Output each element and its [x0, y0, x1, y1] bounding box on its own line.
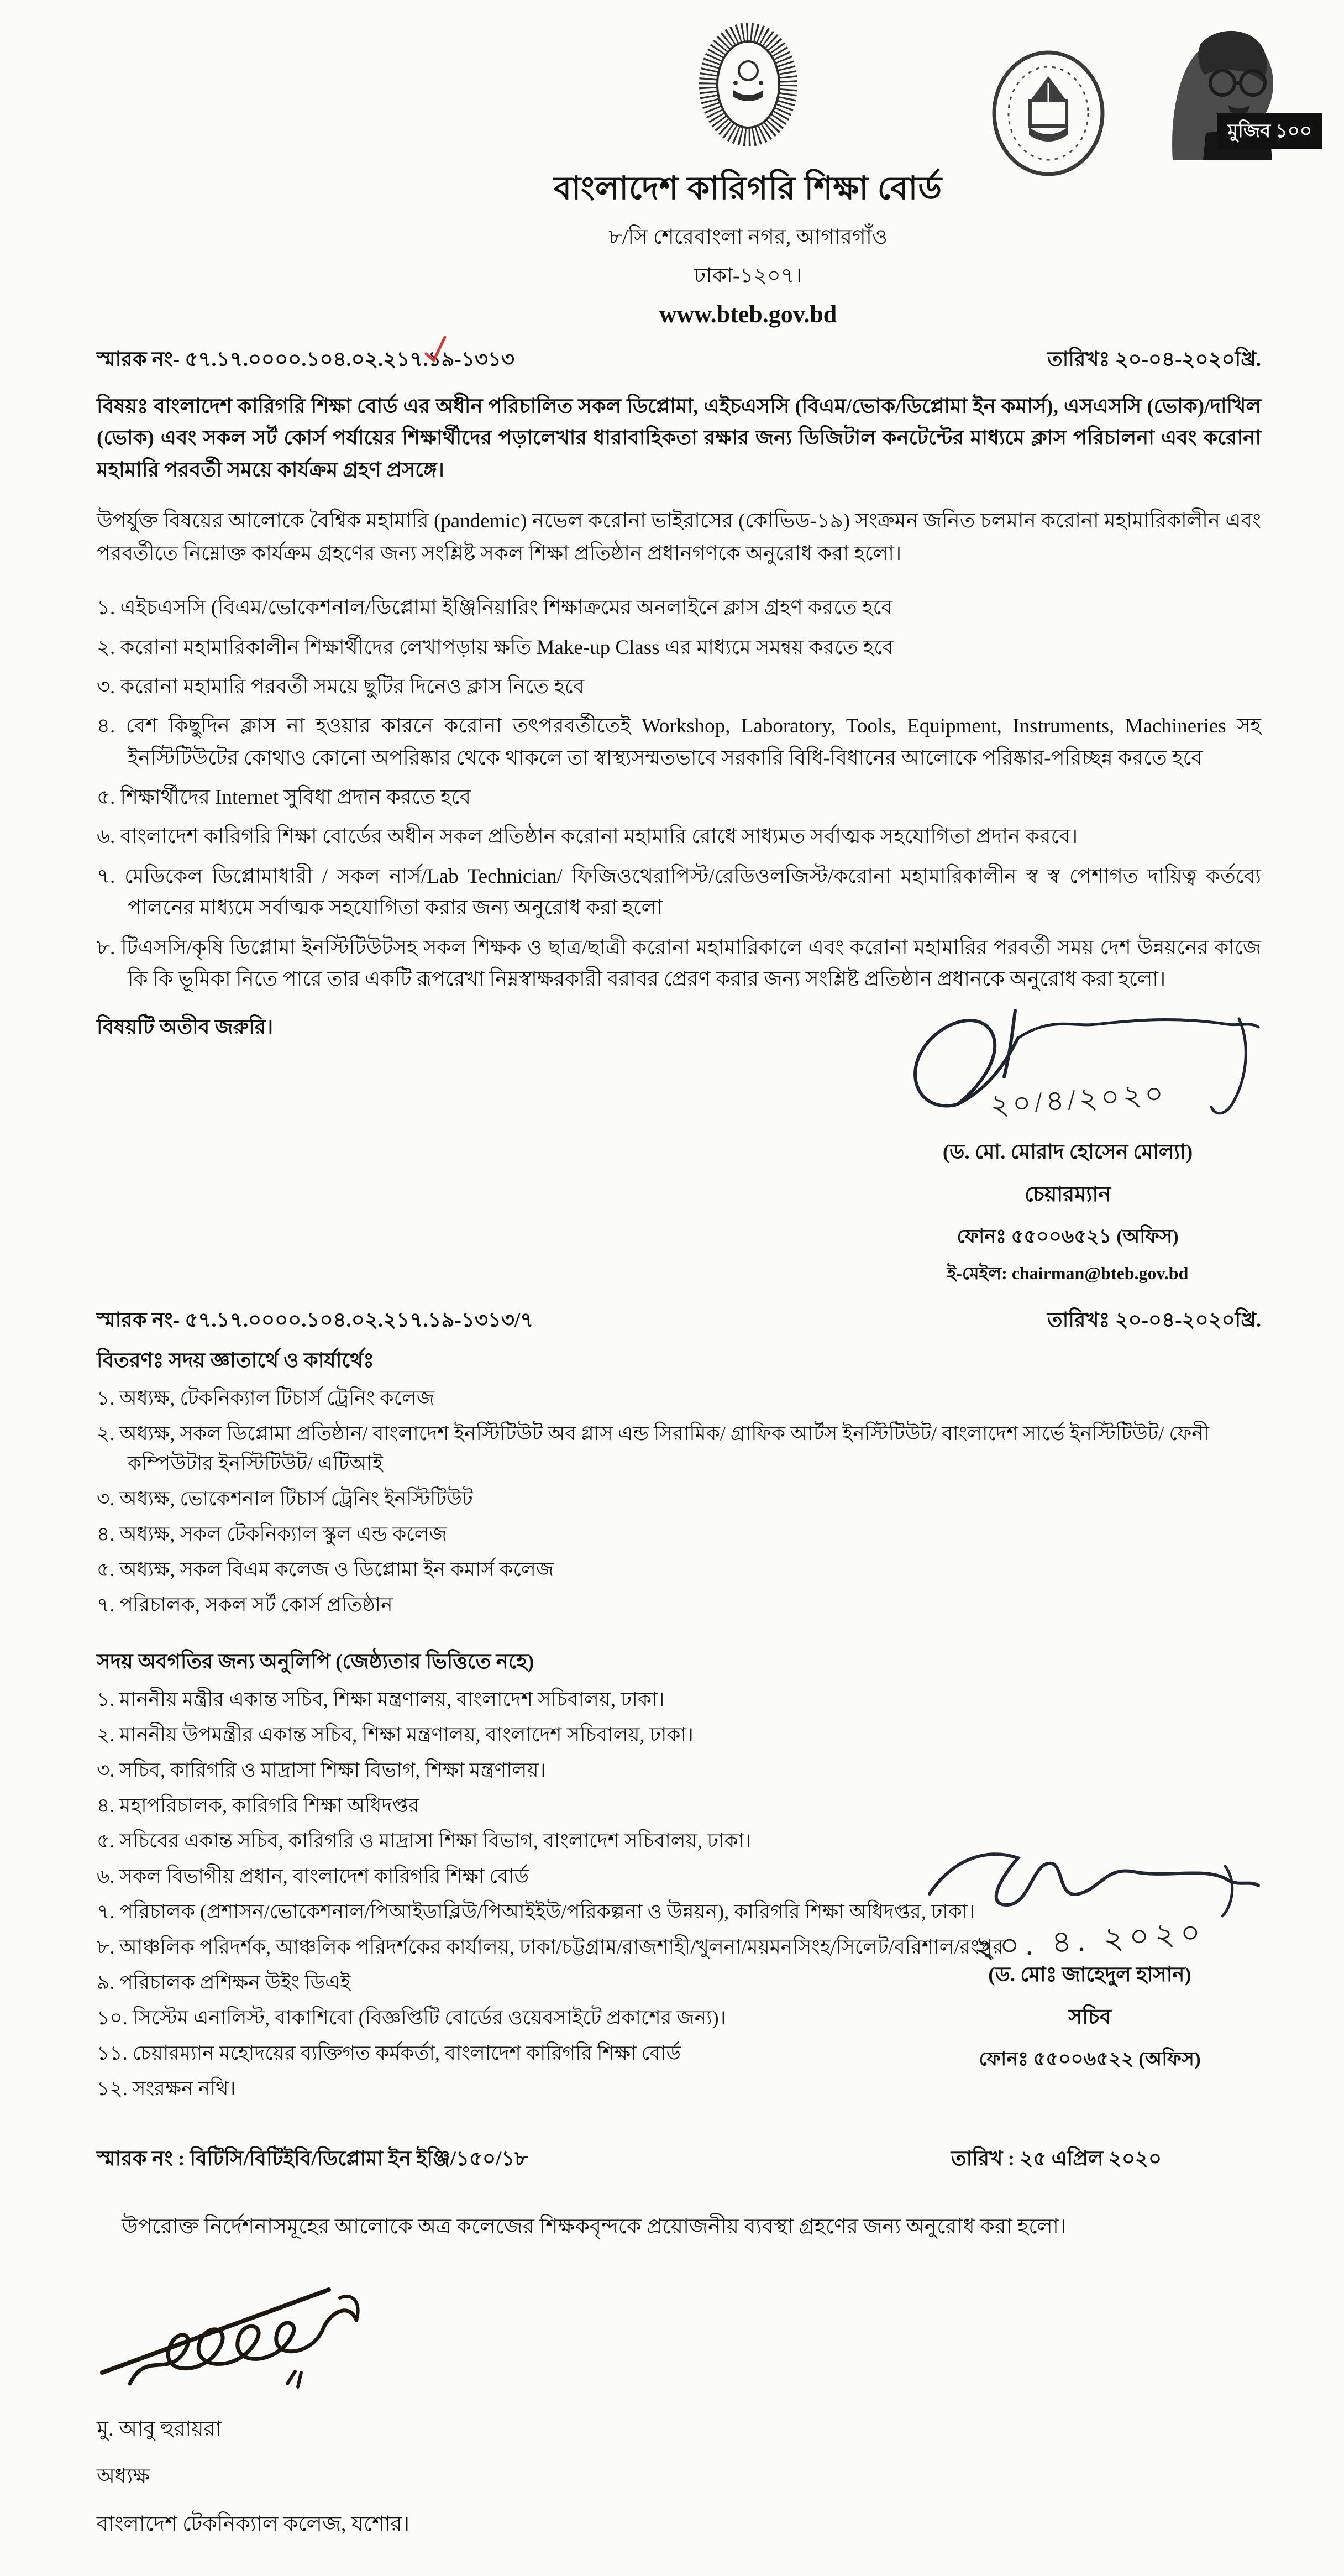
memo3-ref: স্মারক নং : বিটিসি/বিটিইবি/ডিপ্লোমা ইন ইঞ্জি/১৫০/১৮	[97, 2148, 528, 2171]
list-item: ৩. সচিব, কারিগরি ও মাদ্রাসা শিক্ষা বিভাগ, শিক্ষা মন্ত্রণালয়।	[97, 1759, 546, 1782]
cc-section	[97, 1645, 1261, 2103]
list-item: ১২. সংরক্ষন নথি।	[97, 2077, 236, 2100]
list-item: ৭. মেডিকেল ডিপ্লোমাধারী / সকল নার্স/Lab Technician/ ফিজিওথেরাপিস্ট/রেডিওলজিস্ট/করোনা মহামারিকালীন স্ব স্ব পেশাগত দায়িত্ব কর্তব্যে পালনের মাধ্যমে সর্বাত্মক সহযোগিতা করার জন্য অনুরোধ করা হলো	[97, 865, 1261, 920]
list-item: ৭. পরিচালক, সকল সর্ট কোর্স প্রতিষ্ঠান	[97, 1594, 393, 1616]
list-item: ৯. পরিচালক প্রশিক্ষন উইং ডিএই	[97, 1971, 351, 1994]
memo2-row	[97, 1303, 1261, 1338]
principal-signature-block	[97, 2268, 1261, 2543]
distribution-list	[97, 1383, 1261, 1620]
secretary-signature-icon	[918, 1828, 1261, 1966]
memo3-date: তারিখ : ২৫ এপ্রিল ২০২০	[951, 2148, 1162, 2171]
chairman-handwritten-date: ২০/৪/২০২০	[989, 1078, 1168, 1122]
list-item: ৫. অধ্যক্ষ, সকল বিএম কলেজ ও ডিপ্লোমা ইন কমার্স কলেজ	[97, 1558, 554, 1581]
principal-signature-icon	[97, 2268, 1261, 2400]
list-item: ৮. আঞ্চলিক পরিদর্শক, আঞ্চলিক পরিদর্শকের কার্যালয়, ঢাকা/চট্টগ্রাম/রাজশাহী/খুলনা/ময়মনসিংহ/সিলেট/বরিশাল/রংপুর	[97, 1936, 1004, 1959]
distribution-heading: বিতরণঃ সদয় জ্ঞাতার্থে ও কার্যার্থেঃ	[97, 1349, 374, 1373]
list-item: ৬. বাংলাদেশ কারিগরি শিক্ষা বোর্ডের অধীন সকল প্রতিষ্ঠান করোনা মহামারি রোধে সাধ্যমত সর্বাত্মক সহযোগিতা প্রদান করবে।	[97, 825, 1078, 849]
red-pen-mark	[423, 335, 448, 364]
list-item: ১. এইচএসসি (বিএম/ভোকেশনাল/ডিপ্লোমা ইঞ্জিনিয়ারিং শিক্ষাক্রমের অনলাইনে ক্লাস গ্রহণ করতে হবে	[97, 596, 893, 620]
memo2-ref: স্মারক নং- ৫৭.১৭.০০০০.১০৪.০২.২১৭.১৯-১৩১৩/৭	[97, 1309, 534, 1332]
chairman-designation: চেয়ারম্যান	[1024, 1183, 1111, 1207]
org-website: www.bteb.gov.bd	[659, 301, 837, 328]
chairman-phone: ফোনঃ ৫৫০০৬৫২১ (অফিস)	[957, 1226, 1179, 1248]
directive-list	[97, 592, 1261, 995]
list-item: ৮. টিএসসি/কৃষি ডিপ্লোমা ইনস্টিটিউটসহ সকল শিক্ষক ও ছাত্র/ছাত্রী করোনা মহামারিকালে এবং করোনা মহামারির পরবর্তী সময় দেশ উন্নয়নের কাজে কি কি ভূমিকা নিতে পারে তার একটি রূপরেখা নিম্নস্বাক্ষরকারী বরাবর প্রেরণ করার জন্য সংশ্লিষ্ট প্রতিষ্ঠান প্রধানকে অনুরোধ করা হলো।	[97, 936, 1261, 991]
chairman-email: ই-মেইল: chairman@bteb.gov.bd	[947, 1263, 1189, 1284]
list-item: ৫. শিক্ষার্থীদের Internet সুবিধা প্রদান করতে হবে	[97, 786, 471, 809]
memo2-date: তারিখঃ ২০-০৪-২০২০খ্রি.	[1047, 1309, 1261, 1332]
list-item: ২. অধ্যক্ষ, সকল ডিপ্লোমা প্রতিষ্ঠান/ বাংলাদেশ ইনস্টিটিউট অব গ্লাস এন্ড সিরামিক/ গ্রাফিক আর্টস ইনস্টিটিউট/ বাংলাদেশ সার্ভে ইনস্টিটিউট/ ফেনী কম্পিউটার ইনস্টিটিউট/ এটিআই	[97, 1422, 1210, 1475]
secretary-phone: ফোনঃ ৫৫০০৬৫২২ (অফিস)	[979, 2048, 1201, 2070]
list-item: ২. করোনা মহামারিকালীন শিক্ষার্থীদের লেখাপড়ায় ক্ষতি Make-up Class এর মাধ্যমে সমন্বয় করতে হবে	[97, 636, 894, 659]
list-item: ৩. করোনা মহামারি পরবর্তী সময়ে ছুটির দিনেও ক্লাস নিতে হবে	[97, 676, 585, 699]
list-item: ৪. মহাপরিচালক, কারিগরি শিক্ষা অধিদপ্তর	[97, 1794, 419, 1817]
list-item: ১০. সিস্টেম এনালিস্ট, বাকাশিবো (বিজ্ঞপ্তিটি বোর্ডের ওয়েবসাইটে প্রকাশের জন্য)।	[97, 2007, 726, 2029]
org-address-line2: ঢাকা-১২০৭।	[694, 264, 802, 287]
principal-institution: বাংলাদেশ টেকনিক্যাল কলেজ, যশোর।	[97, 2512, 410, 2536]
list-item: ৪. অধ্যক্ষ, সকল টেকনিক্যাল স্কুল এন্ড কলেজ	[97, 1523, 447, 1546]
subject-line: বিষয়ঃ বাংলাদেশ কারিগরি শিক্ষা বোর্ড এর অধীন পরিচালিত সকল ডিপ্লোমা, এইচএসসি (বিএম/ভোক/ডিপ্লোমা ইন কমার্স), এসএসসি (ভোক)/দাখিল (ভোক) এবং সকল সর্ট কোর্স পর্যায়ের শিক্ষার্থীদের পড়ালেখার ধারাবাহিকতা রক্ষার জন্য ডিজিটাল কনটেন্টের মাধ্যমে ক্লাস পরিচালনা এবং করোনা মহামারি পরবর্তী সময়ে কার্যক্রম গ্রহণ প্রসঙ্গে।	[97, 395, 1261, 481]
list-item: ১. অধ্যক্ষ, টেকনিক্যাল টিচার্স ট্রেনিং কলেজ	[97, 1387, 435, 1410]
letterhead	[166, 15, 1330, 328]
opening-paragraph: উপর্যুক্ত বিষয়ের আলোকে বৈশ্বিক মহামারি (pandemic) নভেল করোনা ভাইরাসের (কোভিড-১৯) সংক্রমন জনিত চলমান করোনা মহামারিকালীন এবং পরবর্তীতে নিম্নোক্ত কার্যক্রম গ্রহণের জন্য সংশ্লিষ্ট সকল শিক্ষা প্রতিষ্ঠান প্রধানগণকে অনুরোধ করা হলো।	[97, 510, 1261, 566]
org-address-line1: ৮/সি শেরেবাংলা নগর, আগারগাঁও	[608, 226, 888, 249]
forwarding-note: উপরোক্ত নির্দেশনাসমূহের আলোকে অত্র কলেজের শিক্ষকবৃন্দকে প্রয়োজনীয় ব্যবস্থা গ্রহণের জন্য অনুরোধ করা হলো।	[122, 2215, 1067, 2239]
urgent-note: বিষয়টি অতীব জরুরি।	[97, 1016, 274, 1039]
list-item: ৩. অধ্যক্ষ, ভোকেশনাল টিচার্স ট্রেনিং ইনস্টিটিউট	[97, 1488, 473, 1510]
list-item: ৫. সচিবের একান্ত সচিব, কারিগরি ও মাদ্রাসা শিক্ষা বিভাগ, বাংলাদেশ সচিবালয়, ঢাকা।	[97, 1830, 752, 1852]
chairman-signature-block	[874, 994, 1261, 1289]
list-item: ৬. সকল বিভাগীয় প্রধান, বাংলাদেশ কারিগরি শিক্ষা বোর্ড	[97, 1865, 529, 1888]
closing-row	[97, 1010, 1261, 1289]
chairman-name: (ড. মো. মোরাদ হোসেন মোল্যা)	[942, 1141, 1193, 1164]
memo1-row	[97, 343, 1261, 378]
list-item: ৪. বেশ কিছুদিন ক্লাস না হওয়ার কারনে করোনা তৎপরবর্তীতেই Workshop, Laboratory, Tools, Equipment, Instruments, Machineries সহ ইনস্টিটিউটের কোথাও কোনো অপরিষ্কার থেকে থাকলে তা স্বাস্থ্যসম্মতভাবে সরকারি বিধি-বিধানের আলোকে পরিষ্কার-পরিচ্ছন্ন করতে হবে	[97, 715, 1261, 769]
board-seal-icon	[685, 15, 812, 154]
list-item: ২. মাননীয় উপমন্ত্রীর একান্ত সচিব, শিক্ষা মন্ত্রণালয়, বাংলাদেশ সচিবালয়, ঢাকা।	[97, 1724, 694, 1746]
principal-designation: অধ্যক্ষ	[97, 2465, 150, 2489]
secretary-designation: সচিব	[1068, 2006, 1111, 2029]
secretary-handwritten-date: ২০. ৪. ২০২০	[973, 1915, 1208, 1966]
org-title: বাংলাদেশ কারিগরি শিক্ষা বোর্ড	[553, 170, 943, 206]
list-item: ১. মাননীয় মন্ত্রীর একান্ত সচিব, শিক্ষা মন্ত্রণালয়, বাংলাদেশ সচিবালয়, ঢাকা।	[97, 1688, 665, 1711]
secretary-name: (ড. মোঃ জাহেদুল হাসান)	[988, 1964, 1191, 1987]
principal-name: মু. আবু হুরায়রা	[97, 2417, 222, 2441]
memo1-date: তারিখঃ ২০-০৪-২০২০খ্রি.	[1047, 348, 1261, 371]
list-item: ১১. চেয়ারম্যান মহোদয়ের ব্যক্তিগত কর্মকর্তা, বাংলাদেশ কারিগরি শিক্ষা বোর্ড	[97, 2042, 681, 2065]
memo3-row	[97, 2142, 1261, 2177]
mujib-100-badge: মুজিব ১০০	[1217, 113, 1322, 149]
memo1-ref: স্মারক নং- ৫৭.১৭.০০০০.১০৪.০২.২১৭.১৯-১৩১৩	[97, 348, 514, 371]
list-item: ৭. পরিচালক (প্রশাসন/ভোকেশনাল/পিআইডাব্লিউ/পিআইইউ/পরিকল্পনা ও উন্নয়ন), কারিগরি শিক্ষা অধিদপ্তর, ঢাকা।	[97, 1900, 975, 1923]
cc-heading: সদয় অবগতির জন্য অনুলিপি (জেষ্ঠ্যতার ভিত্তিতে নহে)	[97, 1651, 534, 1674]
chairman-signature-icon	[874, 994, 1261, 1132]
secretary-signature-block	[918, 1828, 1261, 2076]
